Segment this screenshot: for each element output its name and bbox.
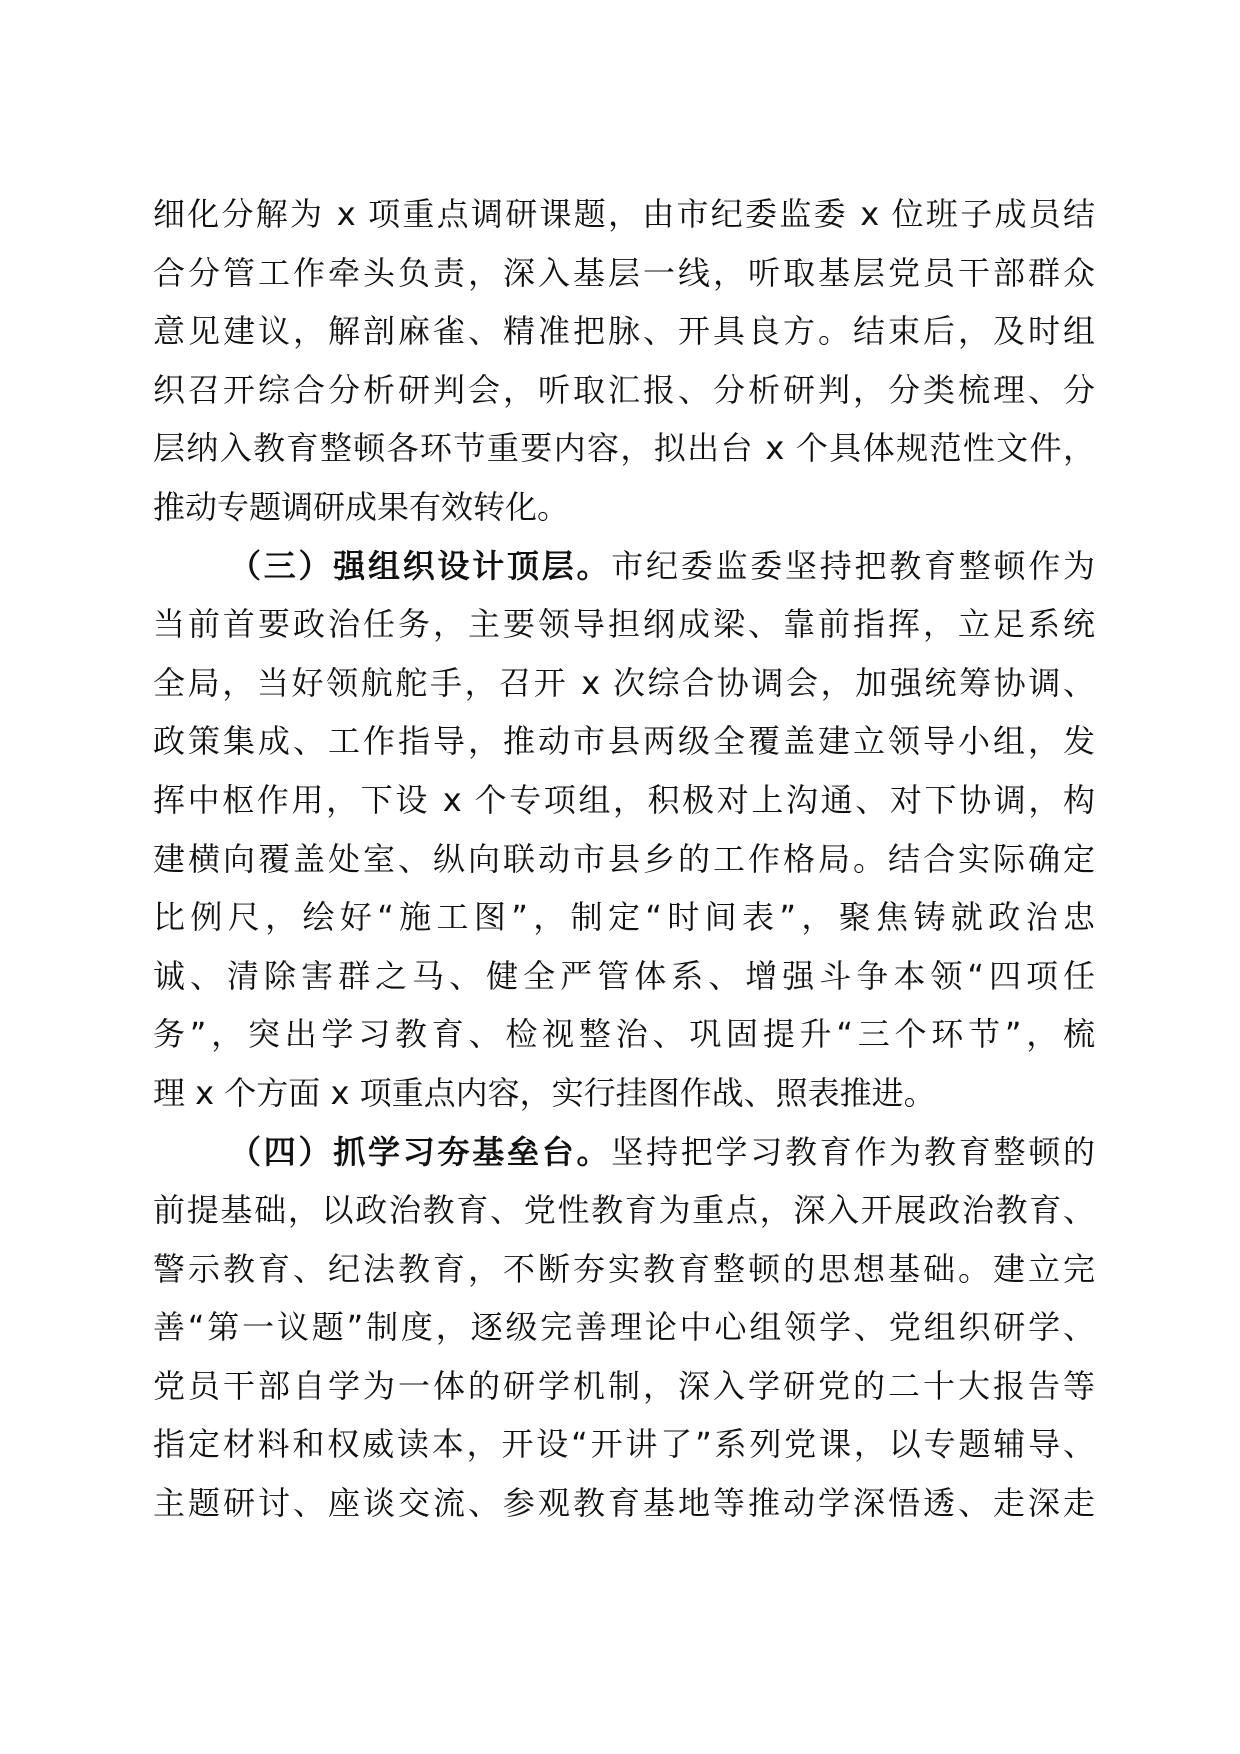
text-line: 指定材料和权威读本，开设“开讲了”系列党课，以专题辅导、 [153,1425,1095,1464]
section-heading: （四）抓学习夯基垒台。 [229,1132,612,1171]
text-line: 意见建议，解剖麻雀、精准把脉、开具良方。结束后，及时组 [153,312,1095,351]
text-line: 当前首要政治任务，主要领导担纲成梁、靠前指挥，立足系统 [153,605,1095,644]
text-line [153,1123,1095,1182]
text-line: 建横向覆盖处室、纵向联动市县乡的工作格局。结合实际确定 [153,839,1095,878]
text-line: 合分管工作牵头负责，深入基层一线，听取基层党员干部群众 [153,253,1095,292]
text-line: 层纳入教育整顿各环节重要内容，拟出台 x 个具体规范性文件， [153,429,1095,468]
text-line: 挥中枢作用，下设 x 个专项组，积极对上沟通、对下协调，构 [153,780,1095,819]
text-line: 织召开综合分析研判会，听取汇报、分析研判，分类梳理、分 [153,370,1095,409]
text-line: 主题研讨、座谈交流、参观教育基地等推动学深悟透、走深走 [153,1484,1095,1523]
text-line: 诚、清除害群之马、健全严管体系、增强斗争本领“四项任 [153,956,1095,995]
paragraph-study [153,1123,1095,1533]
text-line: 全局，当好领航舵手，召开 x 次综合协调会，加强统筹协调、 [153,663,1095,702]
text-line: 务”，突出学习教育、检视整治、巩固提升“三个环节”，梳 [153,1015,1095,1054]
paragraph-organization [153,537,1095,1123]
text-line: 警示教育、纪法教育，不断夯实教育整顿的思想基础。建立完 [153,1249,1095,1288]
text-line: 理 x 个方面 x 项重点内容，实行挂图作战、照表推进。 [153,1073,936,1112]
text-line-body: 坚持把学习教育作为教育整顿的 [611,1132,1095,1171]
text-line-body: 市纪委监委坚持把教育整顿作为 [611,546,1095,585]
text-line [153,537,1095,596]
text-line: 比例尺，绘好“施工图”，制定“时间表”，聚焦铸就政治忠 [153,898,1095,937]
text-line: 前提基础，以政治教育、党性教育为重点，深入开展政治教育、 [153,1191,1095,1230]
text-line: 细化分解为 x 项重点调研课题，由市纪委监委 x 位班子成员结 [153,195,1095,233]
document-body [153,185,1095,1533]
section-heading: （三）强组织设计顶层。 [229,546,612,585]
text-line: 推动专题调研成果有效转化。 [153,487,570,526]
text-line: 善“第一议题”制度，逐级完善理论中心组领学、党组织研学、 [153,1308,1095,1347]
paragraph-research-conversion [153,185,1095,537]
text-line: 党员干部自学为一体的研学机制，深入学研党的二十大报告等 [153,1366,1095,1405]
text-line: 政策集成、工作指导，推动市县两级全覆盖建立领导小组，发 [153,722,1095,761]
